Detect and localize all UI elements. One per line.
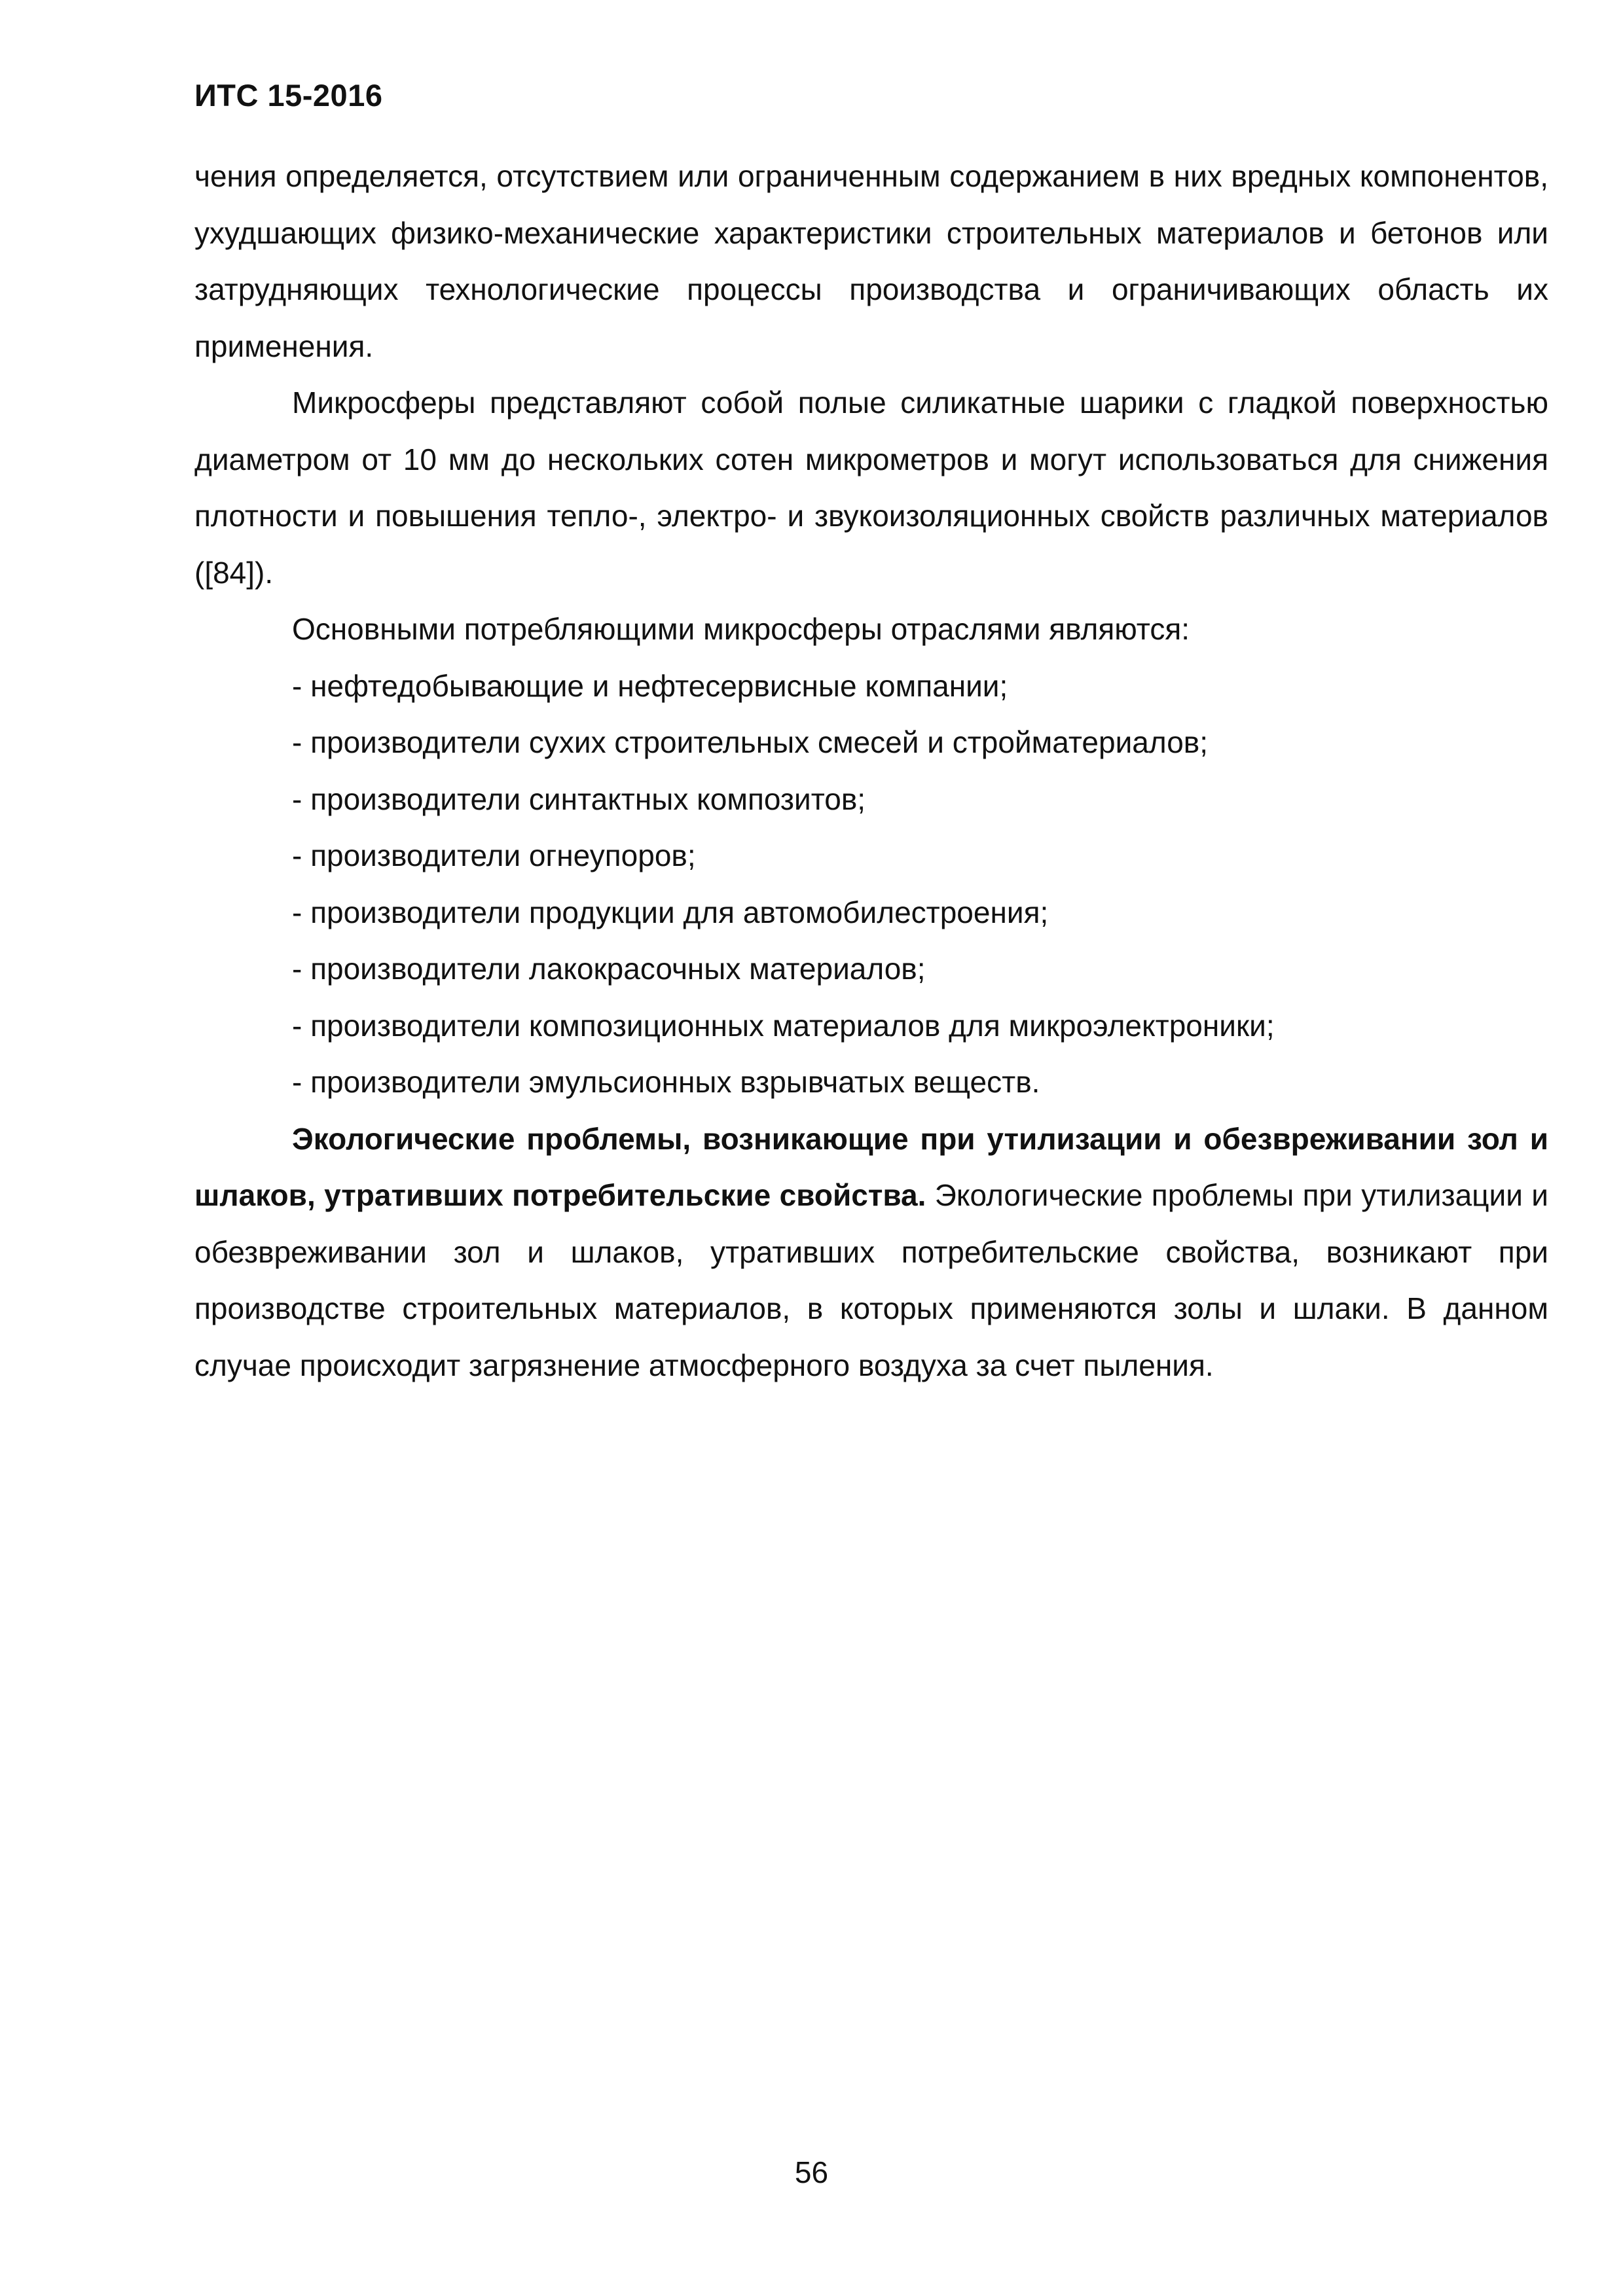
- list-item: - производители лакокрасочных материалов;: [292, 952, 926, 986]
- consumer-industries-list: [194, 658, 1548, 1111]
- list-item: - производители сухих строительных смесей и стройматериалов;: [292, 725, 1209, 759]
- paragraph-environmental-problems: [194, 1111, 1548, 1394]
- list-item: - производители огнеупоров;: [292, 838, 696, 872]
- page-number: 56: [794, 2155, 829, 2189]
- list-item: - производители композиционных материалов для микроэлектроники;: [292, 1008, 1275, 1043]
- list-item: - производители продукции для автомобилестроения;: [292, 895, 1049, 929]
- list-item: - производители эмульсионных взрывчатых веществ.: [292, 1065, 1040, 1099]
- document-body: [194, 148, 1548, 1393]
- paragraph-microspheres: Микросферы представляют собой полые силикатные шарики с гладкой поверхностью диаметром от 10 мм до нескольких сотен микрометров и могут использоваться для снижения плотности и повышения тепло-, электро- и звукоизоляционных свойств различных материалов ([84]).: [194, 386, 1548, 590]
- paragraph-consumers-intro: Основными потребляющими микросферы отраслями являются:: [292, 612, 1190, 646]
- list-item: - производители синтактных композитов;: [292, 781, 866, 816]
- paragraph-environmental-text: Экологические проблемы при утилизации и обезвреживании зол и шлаков, утративших потребительские свойства, возникают при производстве строительных материалов, в которых применяются золы и шлаки. В данном случае происходит загрязнение атмосферного воздуха за счет пыления.: [194, 1178, 1548, 1382]
- paragraph-continuation: чения определяется, отсутствием или ограниченным содержанием в них вредных компонентов, ухудшающих физико-механические характеристики строительных материалов и бетонов или затрудняющих технологические процессы производства и ограничивающих область их применения.: [194, 159, 1548, 363]
- section-run-in-heading: Экологические проблемы, возникающие при утилизации и обезвреживании зол и шлаков, утративших потребительские свойства.: [194, 1121, 1548, 1212]
- document-header-code: ИТС 15-2016: [194, 78, 383, 113]
- list-item: - нефтедобывающие и нефтесервисные компании;: [292, 668, 1008, 703]
